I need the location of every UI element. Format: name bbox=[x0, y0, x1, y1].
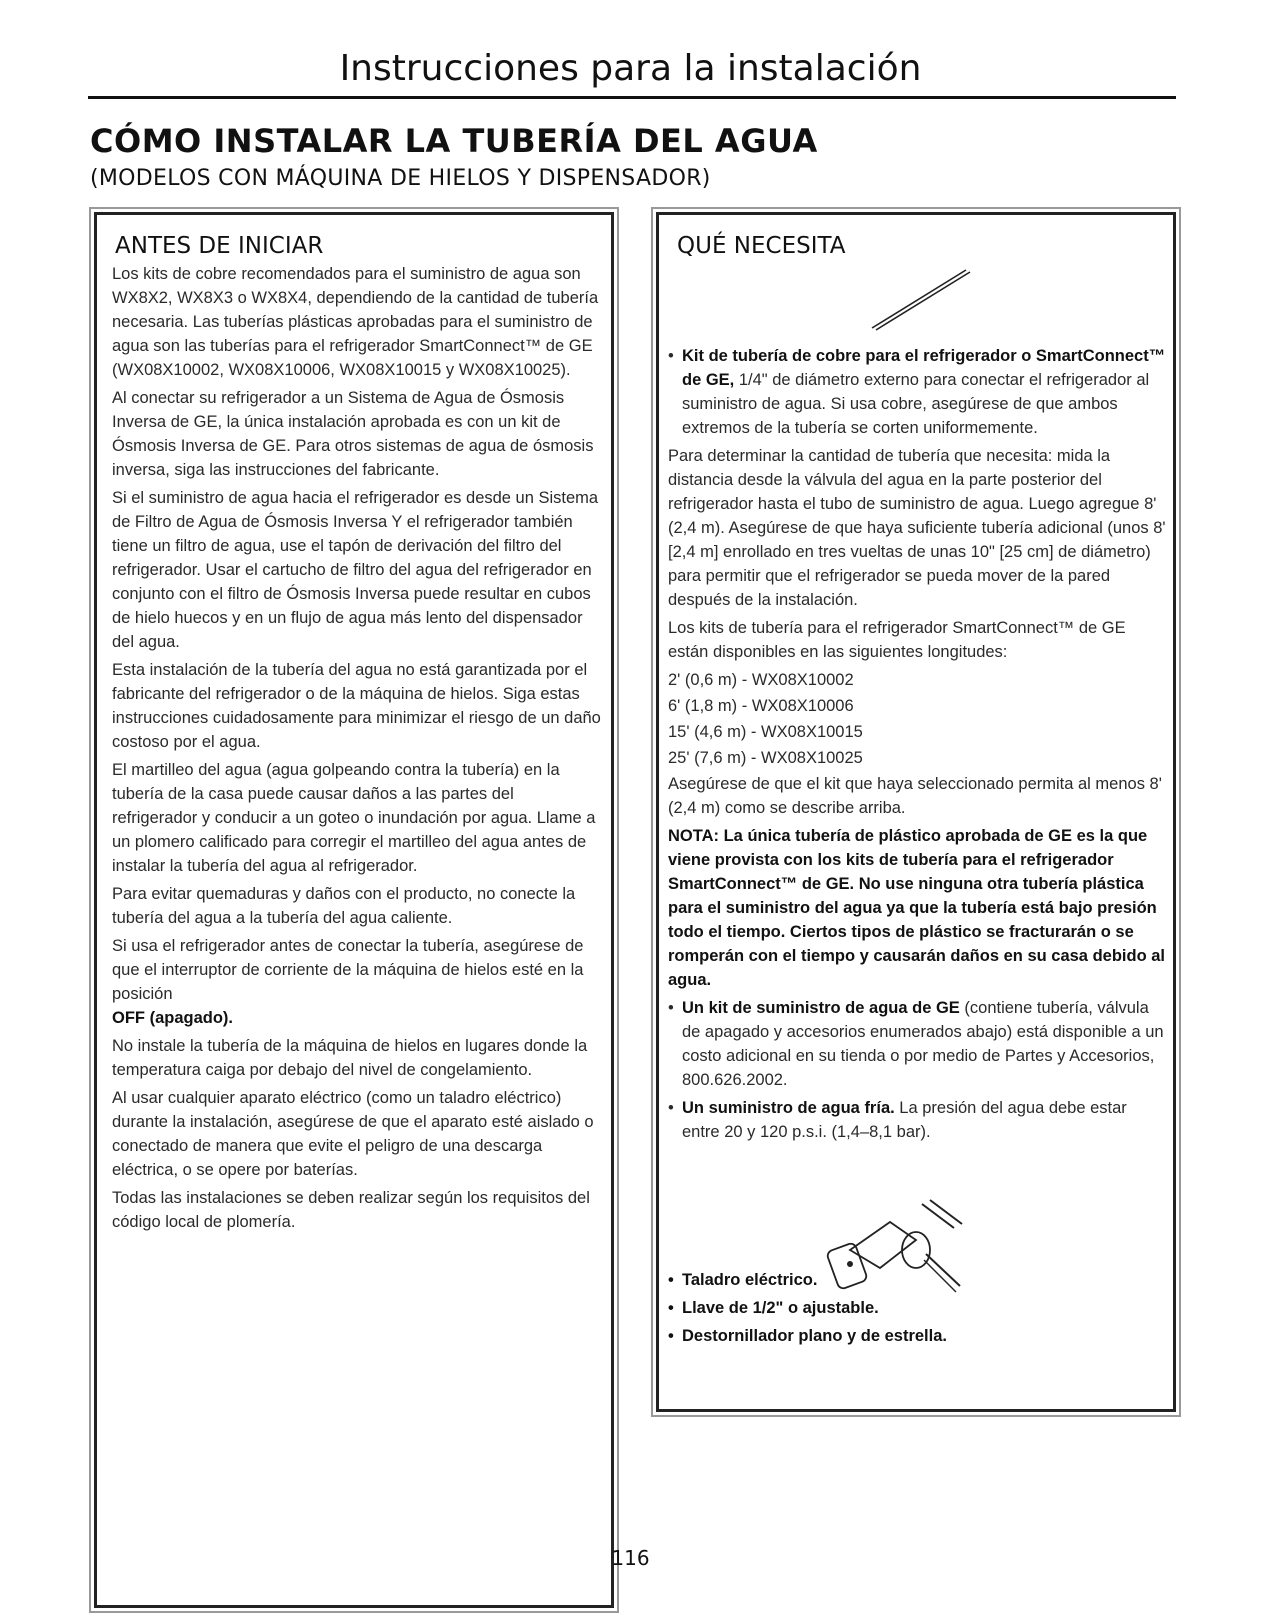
header-divider bbox=[88, 96, 1176, 99]
item-bold: Destornillador plano y de estrella. bbox=[682, 1327, 947, 1345]
item-text: La presión del agua debe estar entre 20 y 120 p.s.i. (1,4–8,1 bar). bbox=[682, 1099, 1127, 1141]
item-bold: Un kit de suministro de agua de GE bbox=[682, 999, 960, 1017]
page-header: Instrucciones para la instalación bbox=[339, 48, 922, 89]
paragraph: Para determinar la cantidad de tubería que necesita: mida la distancia desde la válvula del agua en la parte posterior del refrigerador hasta el tubo de suministro de agua. Luego agregue 8' (2,4 m). Asegúrese de que haya suficiente tubería adicional (unos 8' [2,4 m] enrollado en tres vueltas de unas 10" [25 cm] de diámetro) para permitir que el refrigerador se pueda mover de la pared después de la instalación. bbox=[668, 447, 1166, 609]
lengths-list bbox=[668, 668, 1166, 770]
list-item: • Un suministro de agua fría. La presión del agua debe estar entre 20 y 120 p.s.i. (1,4–8,1 bar). bbox=[668, 1099, 1127, 1141]
tubing-illustration bbox=[866, 264, 976, 334]
paragraph: Esta instalación de la tubería del agua no está garantizada por el fabricante del refrigerador o de la máquina de hielos. Siga estas instrucciones cuidadosamente para minimizar el riesgo de un daño costoso por el agua. bbox=[112, 661, 601, 751]
paragraph: Los kits de tubería para el refrigerador SmartConnect™ de GE están disponibles en las siguientes longitudes: bbox=[668, 619, 1126, 661]
list-item: • Un kit de suministro de agua de GE (contiene tubería, válvula de apagado y accesorios enumerados abajo) está disponible a un costo adicional en su tienda o por medio de Partes y Accesorios, 800.626.2002. bbox=[668, 999, 1164, 1089]
paragraph: Al usar cualquier aparato eléctrico (como un taladro eléctrico) durante la instalación, asegúrese de que el aparato esté aislado o conectado de manera que evite el peligro de una descarga eléctrica, o se opere por baterías. bbox=[112, 1089, 594, 1179]
list-item: • Kit de tubería de cobre para el refrigerador o SmartConnect™ de GE, 1/4" de diámetro externo para conectar el refrigerador al suministro de agua. Si usa cobre, asegúrese de que ambos extremos de la tubería se corten uniformemente. bbox=[668, 347, 1166, 437]
length-item: 15' (4,6 m) - WX08X10015 bbox=[668, 723, 863, 741]
item-text: (contiene tubería, válvula de apagado y accesorios enumerados abajo) está disponible a un costo adicional en su tienda o por medio de Partes y Accesorios, 800.626.2002. bbox=[682, 999, 1164, 1089]
item-bold: Llave de 1/2" o ajustable. bbox=[682, 1299, 879, 1317]
length-item: 6' (1,8 m) - WX08X10006 bbox=[668, 697, 854, 715]
list-item: • Destornillador plano y de estrella. bbox=[668, 1327, 947, 1345]
what-you-need-title: QUÉ NECESITA bbox=[677, 233, 846, 259]
list-item: • Llave de 1/2" o ajustable. bbox=[668, 1299, 879, 1317]
section-title: CÓMO INSTALAR LA TUBERÍA DEL AGUA bbox=[90, 122, 818, 160]
drill-icon bbox=[820, 1198, 970, 1308]
paragraph: Al conectar su refrigerador a un Sistema de Agua de Ósmosis Inversa de GE, la única instalación aprobada es con un kit de Ósmosis Inversa de GE. Para otros sistemas de agua de ósmosis inversa, siga las instrucciones del fabricante. bbox=[112, 389, 594, 479]
paragraph: Para evitar quemaduras y daños con el producto, no conecte la tubería del agua a la tubería del agua caliente. bbox=[112, 885, 576, 927]
before-starting-text bbox=[112, 262, 602, 1238]
paragraph: Si el suministro de agua hacia el refrigerador es desde un Sistema de Filtro de Agua de Ósmosis Inversa Y el refrigerador también tiene un filtro de agua, use el tapón de derivación del filtro del refrigerador. Usar el cartucho de filtro del agua del refrigerador en conjunto con el filtro de Ósmosis Inversa puede resultar en cubos de hielo huecos y en un flujo de agua más lento del dispensador del agua. bbox=[112, 489, 599, 651]
note: NOTA: La única tubería de plástico aprobada de GE es la que viene provista con los kits de tubería para el refrigerador SmartConnect™ de GE. No use ninguna otra tubería plástica para el suministro del agua ya que la tubería está bajo presión todo el tiempo. Ciertos tipos de plástico se fracturarán o se romperán con el tiempo y causarán daños en su casa debido al agua. bbox=[668, 827, 1165, 989]
paragraph bbox=[112, 934, 602, 1030]
page-number: 116 bbox=[611, 1546, 650, 1570]
paragraph-text: Si usa el refrigerador antes de conectar la tubería, asegúrese de que el interruptor de corriente de la máquina de hielos esté en la posición bbox=[112, 937, 584, 1003]
paragraph: Todas las instalaciones se deben realizar según los requisitos del código local de plomería. bbox=[112, 1189, 590, 1231]
section-subtitle: (MODELOS CON MÁQUINA DE HIELOS Y DISPENSADOR) bbox=[90, 166, 711, 191]
length-item: 2' (0,6 m) - WX08X10002 bbox=[668, 671, 854, 689]
item-bold: Kit de tubería de cobre para el refrigerador o SmartConnect™ de GE, bbox=[682, 347, 1166, 389]
before-starting-title: ANTES DE INICIAR bbox=[115, 233, 324, 259]
paragraph: No instale la tubería de la máquina de hielos en lugares donde la temperatura caiga por debajo del nivel de congelamiento. bbox=[112, 1037, 588, 1079]
length-item: 25' (7,6 m) - WX08X10025 bbox=[668, 749, 863, 767]
item-bold: Un suministro de agua fría. bbox=[682, 1099, 895, 1117]
paragraph: Los kits de cobre recomendados para el suministro de agua son WX8X2, WX8X3 o WX8X4, dependiendo de la cantidad de tubería necesaria. Las tuberías plásticas aprobadas para el suministro de agua son las tuberías para el refrigerador SmartConnect™ de GE (WX08X10002, WX08X10006, WX08X10015 y WX08X10025). bbox=[112, 265, 599, 379]
list-item: • Taladro eléctrico. bbox=[668, 1271, 818, 1289]
item-text: 1/4" de diámetro externo para conectar el refrigerador al suministro de agua. Si usa cobre, asegúrese de que ambos extremos de la tubería se corten uniformemente. bbox=[682, 371, 1150, 437]
paragraph: Asegúrese de que el kit que haya seleccionado permita al menos 8' (2,4 m) como se describe arriba. bbox=[668, 775, 1162, 817]
item-bold: Taladro eléctrico. bbox=[682, 1271, 818, 1289]
paragraph: El martilleo del agua (agua golpeando contra la tubería) en la tubería de la casa puede causar daños a las partes del refrigerador y conducir a un goteo o inundación por agua. Llame a un plomero calificado para corregir el martilleo del agua antes de instalar la tubería del agua al refrigerador. bbox=[112, 761, 596, 875]
off-label: OFF (apagado). bbox=[112, 1009, 233, 1027]
